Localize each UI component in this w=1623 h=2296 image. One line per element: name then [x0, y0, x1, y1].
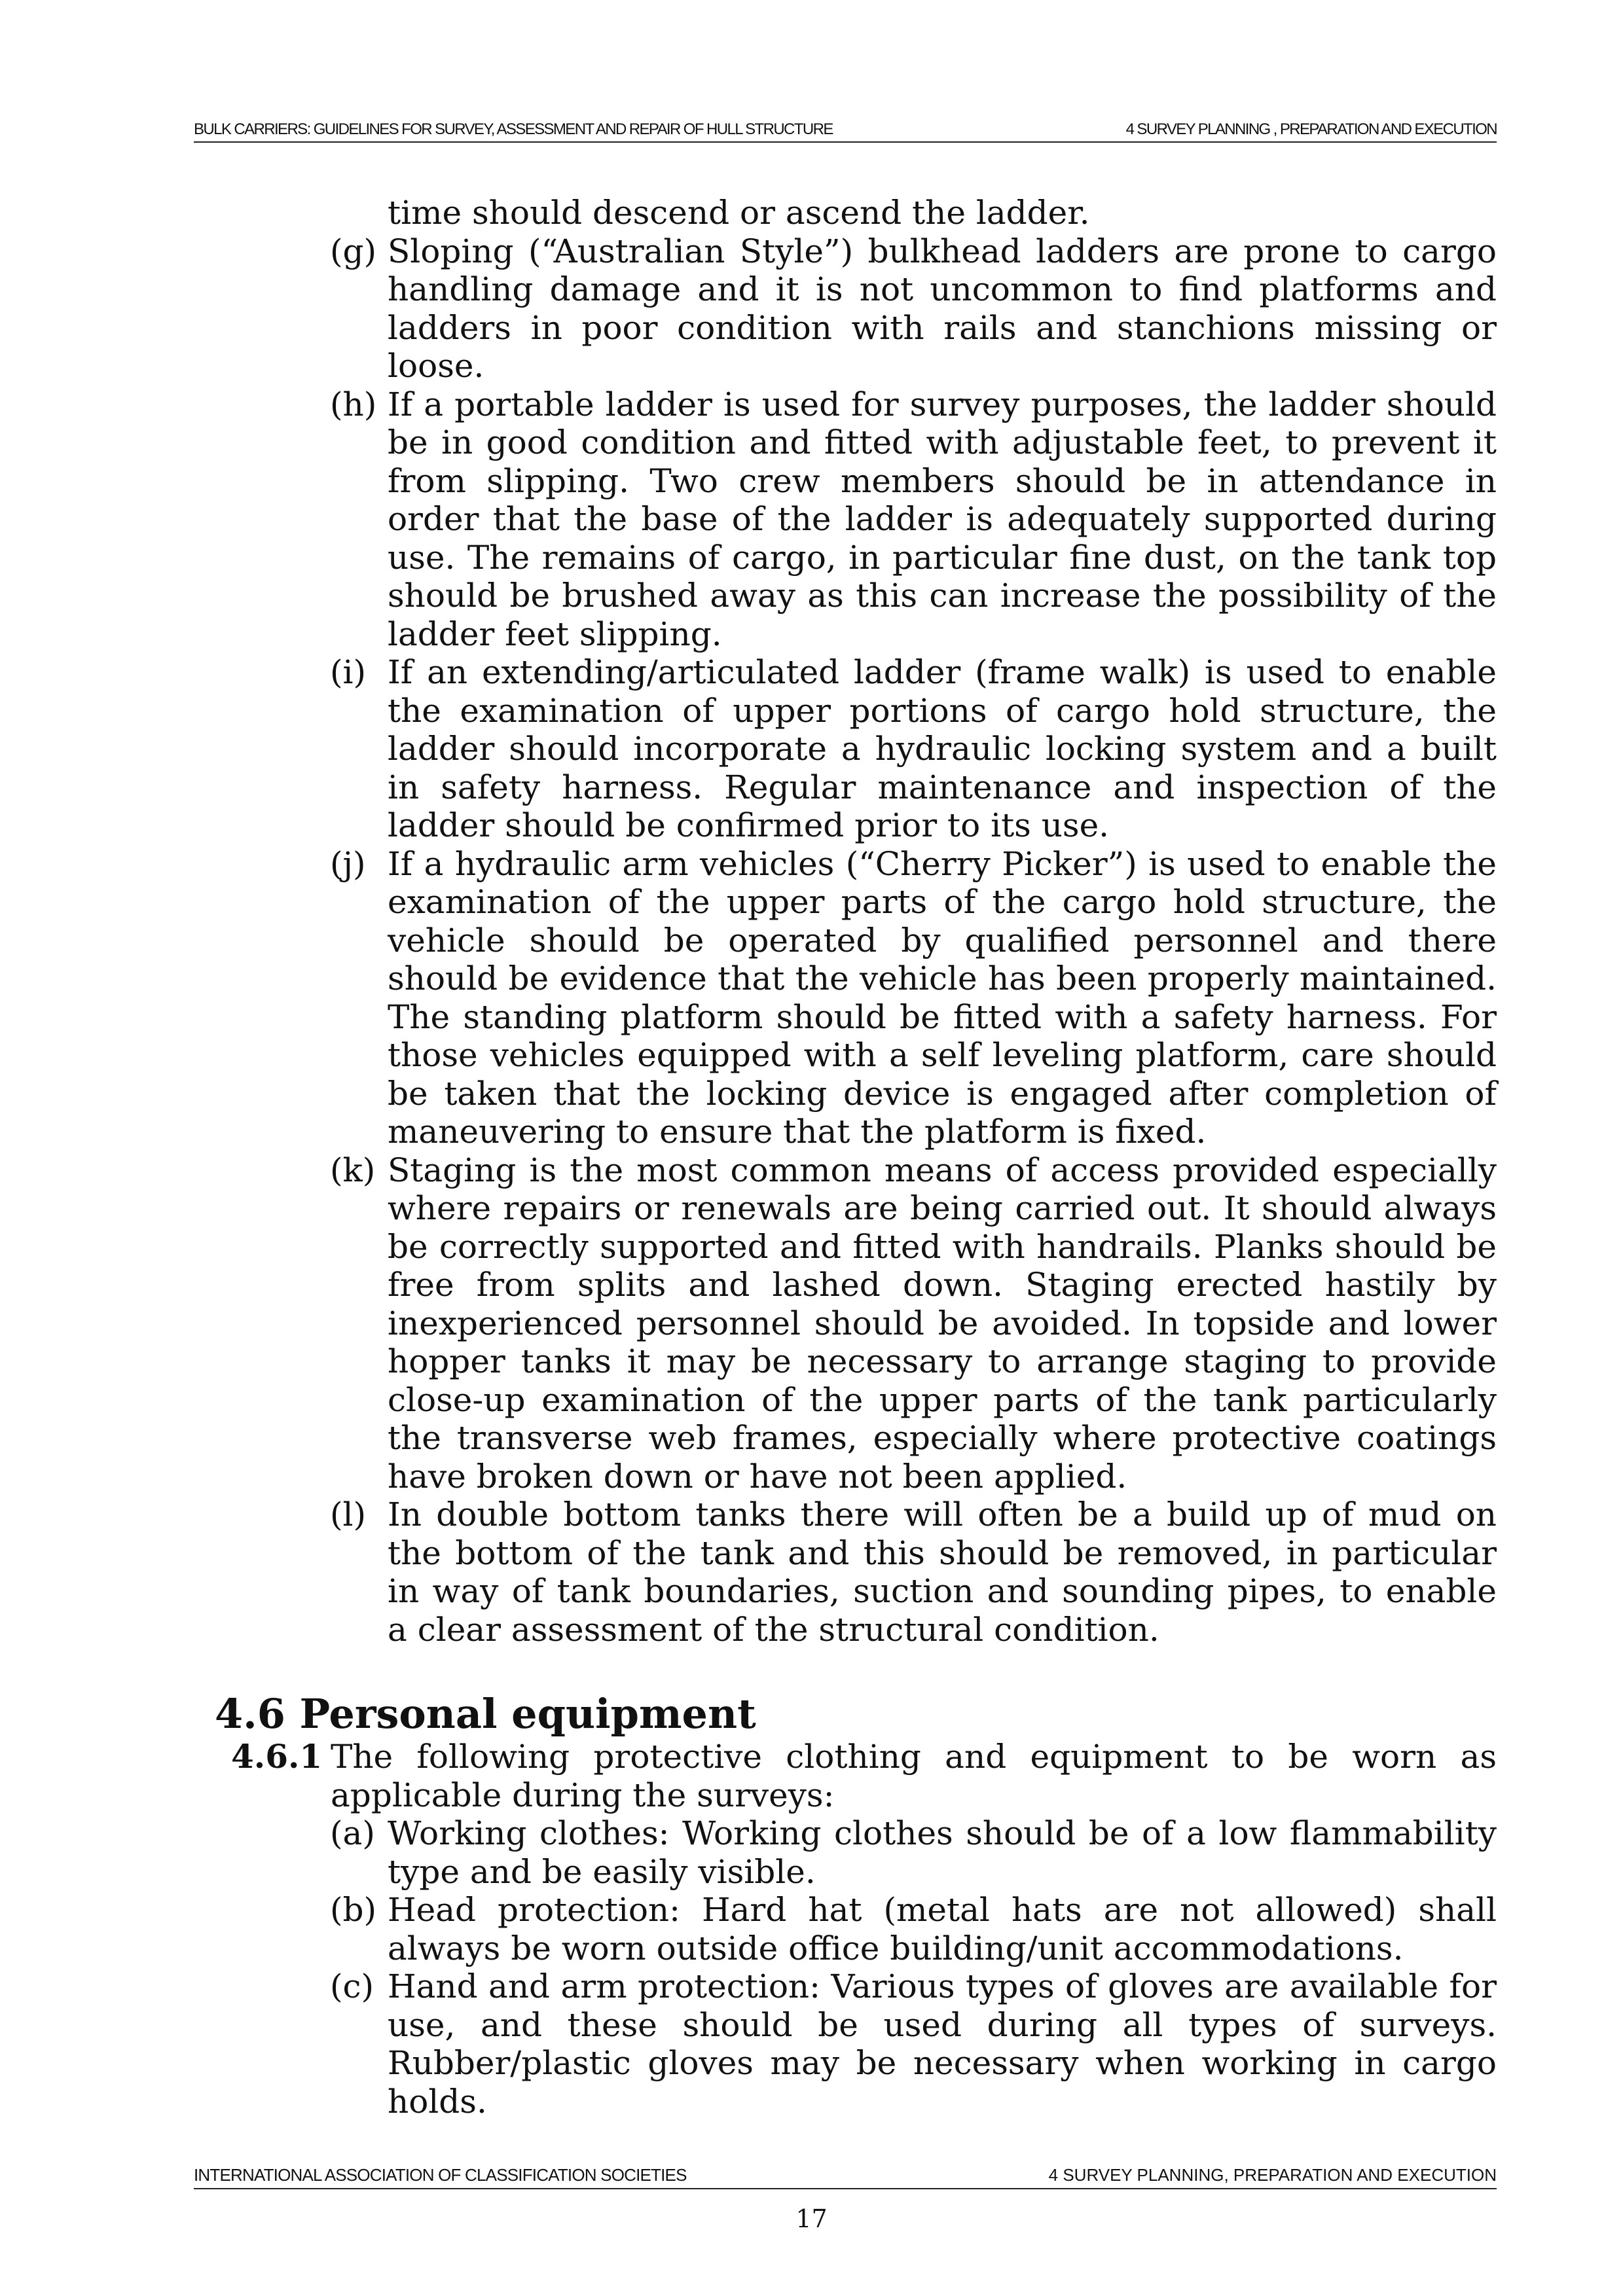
list-item-text: If a portable ladder is used for survey purposes, the ladder should be in good condition and fitted with adjustable feet, to prevent it from slipping. Two crew members should be in attendance in order that the base of the ladder is adequately supported during use. The remains of cargo, in particular fine dust, on the tank top should be brushed away as this can increase the possibility of the ladder feet slipping.	[388, 385, 1497, 653]
header-chapter-title: 4 SURVEY PLANNING , PREPARATION AND EXECUTION	[1125, 120, 1497, 138]
list-item-label: (a)	[330, 1814, 375, 1852]
list-item-label: (k)	[330, 1151, 376, 1189]
list-item-text: If an extending/articulated ladder (frame walk) is used to enable the examination of upper portions of cargo hold structure, the ladder should incorporate a hydraulic locking system and a built in safety harness. Regular maintenance and inspection of the ladder should be confirmed prior to its use.	[388, 653, 1497, 844]
subsection-4-6-1	[231, 1737, 1497, 1814]
running-footer	[194, 2164, 1497, 2189]
list-item-text: Working clothes: Working clothes should be of a low flammability type and be easily visible.	[388, 1814, 1497, 1891]
header-document-title: BULK CARRIERS: GUIDELINES FOR SURVEY, ASSESSMENT AND REPAIR OF HULL STRUCTURE	[194, 120, 833, 138]
subsection-text: The following protective clothing and equipment to be worn as applicable during the surveys:	[331, 1738, 1497, 1814]
list-item-i	[330, 653, 1497, 845]
list-item-a	[330, 1814, 1497, 1891]
list-item-label: (c)	[330, 1967, 374, 2005]
list-item-label: (j)	[330, 844, 366, 883]
list-item-k	[330, 1151, 1497, 1496]
list-item-text: Staging is the most common means of access provided especially where repairs or renewals are being carried out. It should always be correctly supported and fitted with handrails. Planks should be free from splits and lashed down. Staging erected hastily by inexperienced personnel should be avoided. In topside and lower hopper tanks it may be necessary to arrange staging to provide close-up examination of the upper parts of the tank particularly the transverse web frames, especially where protective coatings have broken down or have not been applied.	[388, 1151, 1497, 1496]
list-item-l	[330, 1496, 1497, 1649]
list-item-g	[330, 232, 1497, 386]
section-heading: 4.6 Personal equipment	[215, 1690, 756, 1738]
page-body	[0, 194, 1623, 2121]
running-header	[194, 119, 1497, 143]
list-item-text: If a hydraulic arm vehicles (“Cherry Picker”) is used to enable the examination of the upper parts of the cargo hold structure, the vehicle should be operated by qualified personnel and there should be evidence that the vehicle has been properly maintained. The standing platform should be fitted with a safety harness. For those vehicles equipped with a self leveling platform, care should be taken that the locking device is engaged after completion of maneuvering to ensure that the platform is fixed.	[388, 844, 1497, 1151]
list-item-label: (h)	[330, 385, 377, 423]
list-item-text: In double bottom tanks there will often be a build up of mud on the bottom of the tank and this should be removed, in particular in way of tank boundaries, suction and sounding pipes, to enable a clear assessment of the structural condition.	[388, 1496, 1497, 1649]
list-item-label: (i)	[330, 653, 367, 691]
continuation-text: time should descend or ascend the ladder.	[388, 194, 1090, 232]
page-number: 17	[795, 2204, 828, 2233]
list-item-label: (b)	[330, 1891, 377, 1929]
list-item-text: Hand and arm protection: Various types of gloves are available for use, and these should be used during all types of surveys. Rubber/plastic gloves may be necessary when working in cargo holds.	[388, 1967, 1497, 2121]
list-item-h	[330, 385, 1497, 654]
list-item-label: (l)	[330, 1496, 367, 1534]
list-item-text: Sloping (“Australian Style”) bulkhead ladders are prone to cargo handling damage and it is not uncommon to find platforms and ladders in poor condition with rails and stanchions missing or loose.	[388, 232, 1497, 385]
subsection-number: 4.6.1	[231, 1737, 323, 1776]
footer-chapter-title: 4 SURVEY PLANNING, PREPARATION AND EXECUTION	[1048, 2165, 1497, 2185]
list-item-label: (g)	[330, 232, 377, 270]
list-item-b	[330, 1891, 1497, 1967]
list-item-j	[330, 844, 1497, 1151]
footer-organization: INTERNATIONAL ASSOCIATION OF CLASSIFICATION SOCIETIES	[194, 2165, 687, 2185]
list-item-c	[330, 1967, 1497, 2121]
list-item-text: Head protection: Hard hat (metal hats are not allowed) shall always be worn outside office building/unit accommodations.	[388, 1891, 1497, 1967]
